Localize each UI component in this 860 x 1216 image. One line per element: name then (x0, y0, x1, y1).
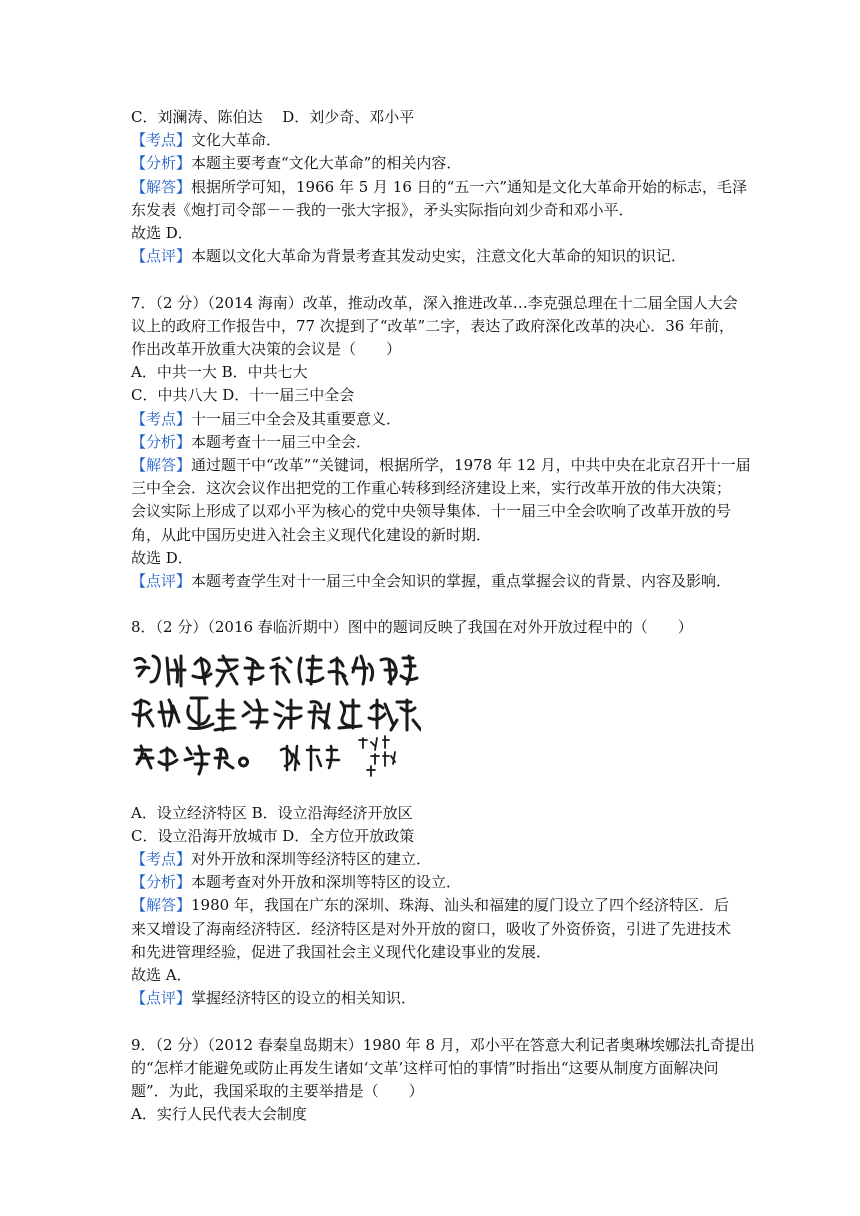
q9-stem: 9．（2 分）（2012 春秦皇岛期末）1980 年 8 月，邓小平在答意大利记者奥琳埃娜法扎奇提出 (131, 1035, 755, 1054)
q6-jieda-cont: 东发表《炮打司令部－－我的一张大字报》，矛头实际指向刘少奇和邓小平． (131, 200, 634, 219)
jieda-text: 1980 年，我国在广东的深圳、珠海、汕头和福建的厦门设立了四个经济特区．后 (191, 896, 729, 915)
q7-jieda-cont: 会议实际上形成了以邓小平为核心的党中央领导集体．十一届三中全会吹响了改革开放的号 (131, 502, 732, 521)
document-content (131, 106, 755, 1126)
jieda-tag: 【解答】 (131, 456, 192, 475)
q8-jieda-cont: 来又增设了海南经济特区．经济特区是对外开放的窗口，吸收了外资侨资，引进了先进技术 (131, 919, 732, 938)
q7-options-ab: A．中共一大 B．中共七大 (131, 363, 308, 382)
jieda-text: 通过题干中“改革”“关键词，根据所学，1978 年 12 月，中共中央在北京召开十一届 (191, 456, 751, 475)
q7-dianping (131, 570, 731, 593)
dianping-tag: 【点评】 (131, 572, 192, 591)
dianping-tag: 【点评】 (131, 989, 192, 1008)
q8-fenxi (131, 871, 731, 894)
calligraphy-image (131, 646, 421, 796)
q8-stem: 8．（2 分）（2016 春临沂期中）图中的题词反映了我国在对外开放过程中的（ ） (131, 618, 693, 637)
fenxi-text: 本题主要考查“文化大革命”的相关内容． (191, 154, 462, 173)
kaodian-tag: 【考点】 (131, 409, 192, 428)
kaodian-tag: 【考点】 (131, 131, 192, 150)
q7-stem: 7．（2 分）（2014 海南）改革，推动改革，深入推进改革…李克强总理在十二届全国人大会 (131, 293, 738, 312)
q6-fenxi (131, 152, 731, 175)
fenxi-tag: 【分析】 (131, 154, 192, 173)
q7-fenxi (131, 431, 731, 454)
q9-stem-cont: 的“怎样才能避免或防止再发生诸如‘文革’这样可怕的事情”时指出“这要从制度方面解决问 (131, 1058, 719, 1077)
jieda-tag: 【解答】 (131, 177, 192, 196)
q9-stem-cont: 题”．为此，我国采取的主要举措是（ ） (131, 1082, 424, 1101)
q9-option-a: A．实行人民代表大会制度 (131, 1105, 307, 1124)
fenxi-tag: 【分析】 (131, 432, 192, 451)
dianping-text: 掌握经济特区的设立的相关知识． (191, 989, 417, 1008)
kaodian-text: 文化大革命． (191, 131, 282, 150)
dianping-text: 本题考查学生对十一届三中全会知识的掌握，重点掌握会议的背景、内容及影响． (191, 572, 732, 591)
fenxi-text: 本题考查对外开放和深圳等特区的设立． (191, 873, 462, 892)
q7-stem-cont: 议上的政府工作报告中，77 次提到了“改革”二字，表达了政府深化改革的决心．36 年前， (131, 316, 735, 335)
q7-answer: 故选 D． (131, 548, 193, 567)
q7-stem-cont: 作出改革开放重大决策的会议是（ ） (131, 340, 402, 359)
q8-options-ab: A．设立经济特区 B．设立沿海经济开放区 (131, 803, 413, 822)
fenxi-text: 本题考查十一届三中全会． (191, 432, 372, 451)
kaodian-tag: 【考点】 (131, 850, 192, 869)
q8-dianping (131, 987, 731, 1010)
q6-kaodian (131, 129, 731, 152)
jieda-tag: 【解答】 (131, 896, 192, 915)
q7-jieda (131, 454, 751, 477)
q7-jieda-cont: 三中全会．这次会议作出把党的工作重心转移到经济建设上来，实行改革开放的伟大决策； (131, 479, 732, 498)
spacer (131, 268, 731, 291)
q8-answer: 故选 A． (131, 966, 192, 985)
q6-answer: 故选 D． (131, 224, 193, 243)
spacer (131, 593, 731, 616)
spacer (131, 1010, 731, 1033)
kaodian-text: 对外开放和深圳等经济特区的建立． (191, 850, 432, 869)
q6-jieda (131, 176, 748, 199)
fenxi-tag: 【分析】 (131, 873, 192, 892)
q7-options-cd: C．中共八大 D．十一届三中全会 (131, 386, 355, 405)
q8-jieda (131, 894, 731, 917)
q6-dianping (131, 245, 731, 268)
q7-jieda-cont: 角，从此中国历史进入社会主义现代化建设的新时期． (131, 525, 492, 544)
q8-options-cd: C．设立沿海开放城市 D．全方位开放政策 (131, 826, 415, 845)
dianping-text: 本题以文化大革命为背景考查其发动史实，注意文化大革命的知识的识记． (191, 247, 687, 266)
jieda-text: 根据所学可知，1966 年 5 月 16 日的“五一六”通知是文化大革命开始的标志，毛泽 (191, 177, 748, 196)
q7-kaodian (131, 408, 731, 431)
q8-kaodian (131, 848, 731, 871)
dianping-tag: 【点评】 (131, 247, 192, 266)
q6-options-cd: C．刘澜涛、陈伯达 D．刘少奇、邓小平 (131, 108, 415, 126)
q8-jieda-cont: 和先进管理经验，促进了我国社会主义现代化建设事业的发展． (131, 942, 552, 961)
kaodian-text: 十一届三中全会及其重要意义． (191, 409, 402, 428)
